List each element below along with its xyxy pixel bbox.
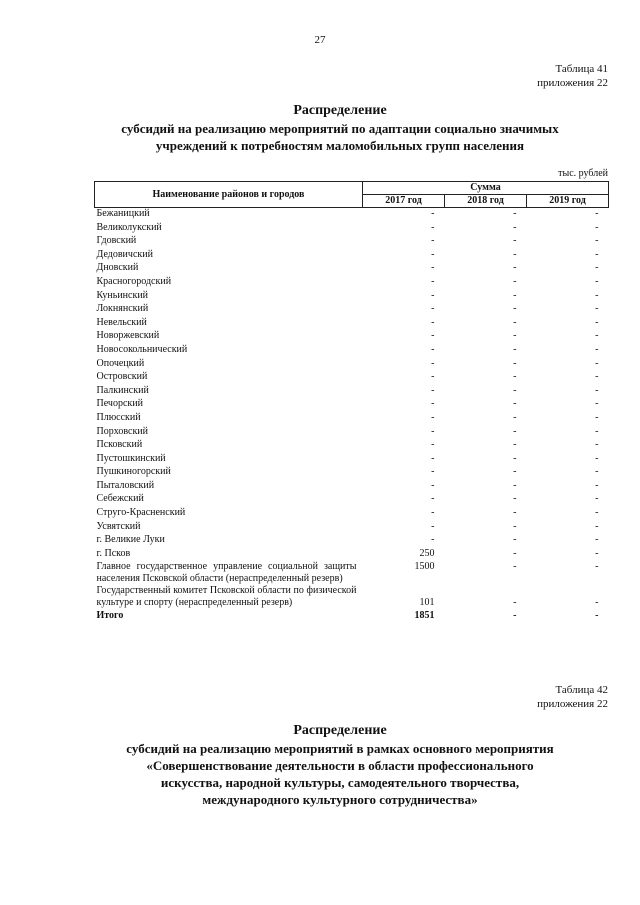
value-2018: - [513, 316, 517, 328]
value-2018: - [513, 221, 517, 233]
table-42-heading: Распределение [293, 723, 387, 738]
value-2019: - [595, 398, 599, 410]
table-row [95, 507, 609, 521]
value-2017: - [431, 411, 435, 423]
value-2017: - [431, 384, 435, 396]
table-row [95, 548, 609, 562]
table-row [95, 426, 609, 440]
value-2017: - [431, 534, 435, 546]
table-row [95, 466, 609, 480]
column-header-2018: 2018 год [445, 195, 527, 208]
value-2018: - [513, 235, 517, 247]
value-2018: - [513, 439, 517, 451]
table-42-appendix: приложения 22 [537, 698, 608, 710]
value-2018: - [513, 547, 517, 559]
value-2019: - [595, 262, 599, 274]
district-name: Великолукский [96, 221, 162, 233]
table-row [95, 521, 609, 535]
value-2019: - [595, 221, 599, 233]
value-2017: - [431, 425, 435, 437]
value-2019: - [595, 493, 599, 505]
table-row [95, 385, 609, 399]
table-row [95, 303, 609, 317]
district-name: Пушкиногорский [96, 466, 171, 478]
value-2017: - [431, 275, 435, 287]
district-name: Пустошкинский [96, 452, 166, 464]
value-2018: - [513, 479, 517, 491]
table-41-extra-rows [95, 561, 609, 622]
value-2019: - [595, 303, 599, 315]
table-row [95, 276, 609, 290]
table-row [95, 249, 609, 263]
value-2017: - [431, 289, 435, 301]
value-2017: - [431, 493, 435, 505]
value-2017: - [431, 466, 435, 478]
value-2017: - [431, 208, 435, 219]
table-row [95, 344, 609, 358]
value-2019: - [595, 357, 599, 369]
table-42-subtitle-line1: субсидий на реализацию мероприятий в рамках основного мероприятия [126, 741, 554, 756]
column-header-2019: 2019 год [527, 195, 609, 208]
table-row [95, 235, 609, 249]
table-row-total [95, 609, 609, 622]
table-41-heading: Распределение [293, 103, 387, 118]
district-name: Пыталовский [96, 479, 155, 491]
value-2019: - [595, 289, 599, 301]
district-name: Печорский [96, 398, 143, 410]
table-row [95, 358, 609, 372]
value-2019: - [595, 547, 599, 559]
value-2019: - [595, 425, 599, 437]
value-2017: - [431, 330, 435, 342]
unit-label: тыс. рублей [558, 168, 608, 179]
value-2018: - [513, 398, 517, 410]
table-row [95, 290, 609, 304]
table-row [95, 398, 609, 412]
value-2018: - [513, 357, 517, 369]
value-2019: - [595, 371, 599, 383]
value-2018: - [513, 384, 517, 396]
value-2017: - [431, 343, 435, 355]
value-2017: - [431, 303, 435, 315]
district-name: Гдовский [96, 235, 137, 247]
value-2019: - [595, 534, 599, 546]
value-2019: - [595, 597, 599, 609]
table-42-reference [537, 683, 608, 711]
row-name: Государственный комитет Псковской области по физической культуре и спорту (нераспределенный резерв) [96, 585, 357, 609]
value-2017: - [431, 507, 435, 519]
table-row [95, 222, 609, 236]
column-header-sum: Сумма [363, 182, 609, 195]
value-2018: - [513, 507, 517, 519]
page-number: 27 [314, 34, 326, 46]
value-2019: - [595, 384, 599, 396]
table-row [95, 480, 609, 494]
table-41-title [40, 102, 640, 154]
table-42-title [40, 722, 640, 808]
district-name: Красногородский [96, 275, 172, 287]
value-2018: - [513, 262, 517, 274]
value-2017: - [431, 235, 435, 247]
value-2018: - [513, 493, 517, 505]
value-2019: - [595, 466, 599, 478]
value-2018: - [513, 248, 517, 260]
district-name: Новоржевский [96, 330, 160, 342]
district-name: г. Псков [96, 547, 131, 559]
district-name: Куньинский [96, 289, 149, 301]
column-header-2017: 2017 год [363, 195, 445, 208]
value-2019: - [595, 316, 599, 328]
district-name: Палкинский [96, 384, 149, 396]
value-2017: - [431, 262, 435, 274]
value-2018: - [513, 330, 517, 342]
table-row-social-protection [95, 561, 609, 585]
value-2017: - [431, 371, 435, 383]
table-42-label: Таблица 42 [555, 684, 608, 696]
table-row [95, 317, 609, 331]
district-name: Дедовичский [96, 248, 153, 260]
district-name: Себежский [96, 493, 144, 505]
value-2017: - [431, 398, 435, 410]
row-name: Главное государственное управление социальной защиты населения Псковской области (нераспределенный резерв) [96, 561, 357, 585]
district-name: Плюсский [96, 411, 141, 423]
value-2019: - [595, 275, 599, 287]
value-2019: - [595, 411, 599, 423]
value-2018: - [513, 303, 517, 315]
table-row [95, 371, 609, 385]
table-42-subtitle-line2: «Совершенствование деятельности в области профессионального [146, 758, 534, 773]
value-2017: - [431, 479, 435, 491]
value-2018: - [513, 289, 517, 301]
district-name: г. Великие Луки [96, 534, 165, 546]
table-41-appendix: приложения 22 [537, 77, 608, 89]
district-name: Дновский [96, 262, 139, 274]
district-name: Порховский [96, 425, 149, 437]
table-row [95, 534, 609, 548]
table-41-subtitle-line2: учреждений к потребностям маломобильных групп населения [155, 138, 525, 153]
value-2018: - [513, 561, 517, 573]
value-2019: - [595, 439, 599, 451]
district-name: Псковский [96, 439, 143, 451]
table-row [95, 208, 609, 222]
value-2019: - [595, 235, 599, 247]
table-row [95, 493, 609, 507]
value-2017: - [431, 248, 435, 260]
value-2017: - [431, 520, 435, 532]
table-41-body [95, 208, 609, 562]
value-2017: - [431, 221, 435, 233]
value-2017: - [431, 452, 435, 464]
value-2019: - [595, 561, 599, 573]
table-row-sport-committee [95, 585, 609, 609]
table-row [95, 262, 609, 276]
value-2018: - [513, 275, 517, 287]
table-41-label: Таблица 41 [555, 63, 608, 75]
district-name: Струго-Красненский [96, 507, 186, 519]
table-row [95, 412, 609, 426]
table-row [95, 439, 609, 453]
value-2017: - [431, 357, 435, 369]
value-2018: - [513, 425, 517, 437]
value-2019: - [595, 507, 599, 519]
value-2018: - [513, 466, 517, 478]
district-name: Опочецкий [96, 357, 145, 369]
value-2017: 1500 [414, 561, 435, 573]
district-name: Усвятский [96, 520, 141, 532]
total-2017: 1851 [414, 610, 435, 622]
value-2018: - [513, 343, 517, 355]
value-2019: - [595, 208, 599, 219]
value-2019: - [595, 452, 599, 464]
total-2018: - [513, 610, 517, 622]
table-row [95, 330, 609, 344]
value-2018: - [513, 597, 517, 609]
district-name: Новосокольнический [96, 343, 188, 355]
table-42-subtitle-line4: международного культурного сотрудничества» [202, 792, 478, 807]
district-name: Бежаницкий [96, 208, 150, 219]
total-2019: - [595, 610, 599, 622]
value-2017: - [431, 316, 435, 328]
column-header-name: Наименование районов и городов [95, 182, 363, 208]
total-label: Итого [96, 610, 124, 622]
value-2018: - [513, 452, 517, 464]
value-2018: - [513, 208, 517, 219]
table-42-subtitle-line3: искусства, народной культуры, самодеятельного творчества, [160, 775, 520, 790]
value-2019: - [595, 520, 599, 532]
value-2017: - [431, 439, 435, 451]
value-2018: - [513, 534, 517, 546]
value-2019: - [595, 479, 599, 491]
table-row [95, 453, 609, 467]
table-41-subtitle-line1: субсидий на реализацию мероприятий по адаптации социально значимых [121, 121, 559, 136]
value-2018: - [513, 371, 517, 383]
district-name: Островский [96, 371, 148, 383]
value-2019: - [595, 343, 599, 355]
value-2017: 250 [419, 547, 435, 559]
district-name: Невельский [96, 316, 147, 328]
value-2019: - [595, 248, 599, 260]
value-2017: 101 [419, 597, 435, 609]
value-2018: - [513, 520, 517, 532]
subsidy-table-41 [94, 181, 609, 622]
value-2019: - [595, 330, 599, 342]
value-2018: - [513, 411, 517, 423]
table-41-reference [537, 62, 608, 90]
district-name: Локнянский [96, 303, 149, 315]
